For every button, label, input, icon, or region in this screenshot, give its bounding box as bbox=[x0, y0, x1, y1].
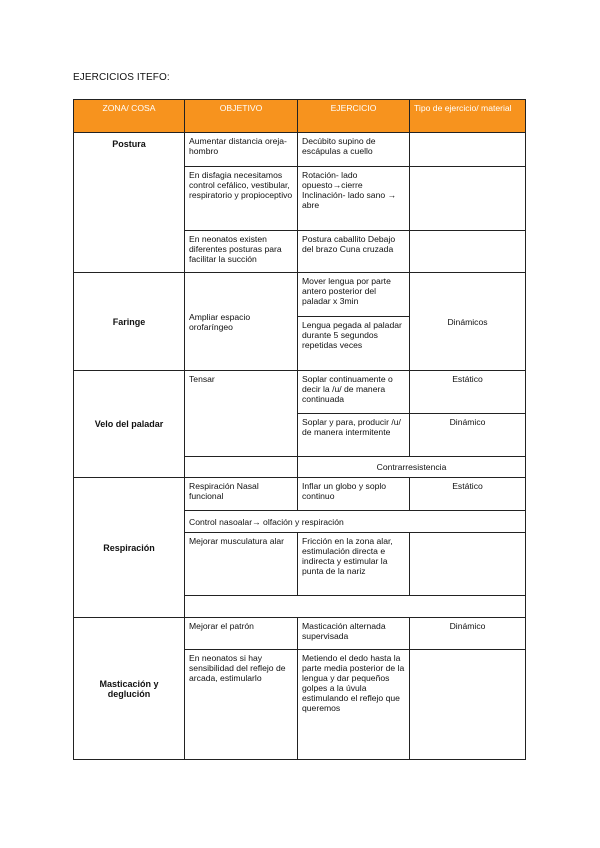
zone-faringe: Faringe bbox=[74, 273, 185, 371]
cell-tipo bbox=[410, 533, 526, 596]
cell-objetivo: Ampliar espacio orofaríngeo bbox=[185, 273, 298, 371]
cell-ejercicio: Fricción en la zona alar, estimulación directa e indirecta y estimular la punta de la nariz bbox=[298, 533, 410, 596]
cell-ejercicio: Metiendo el dedo hasta la parte media posterior de la lengua y dar pequeños golpes a la úvula estimulando el reflejo que queremos bbox=[298, 650, 410, 760]
cell-objetivo: Mejorar el patrón bbox=[185, 618, 298, 650]
header-tipo: Tipo de ejercicio/ material bbox=[410, 100, 526, 133]
cell-ejercicio: Inflar un globo y soplo continuo bbox=[298, 478, 410, 511]
cell-ejercicio: Rotación- lado opuesto→cierre Inclinación- lado sano → abre bbox=[298, 167, 410, 231]
cell-control-nasoalar: Control nasoalar→ olfación y respiración bbox=[185, 511, 526, 533]
cell-contrarresistencia: Contrarresistencia bbox=[298, 457, 526, 478]
zone-velo: Velo del paladar bbox=[74, 371, 185, 478]
exercises-table bbox=[73, 99, 526, 760]
cell-ejercicio: Lengua pegada al paladar durante 5 segundos repetidas veces bbox=[298, 317, 410, 371]
zone-postura: Postura bbox=[74, 133, 185, 273]
cell-tipo: Dinámico bbox=[410, 618, 526, 650]
cell-objetivo-empty bbox=[185, 457, 298, 478]
zone-masticacion: Masticación y deglución bbox=[74, 618, 185, 760]
cell-ejercicio: Masticación alternada supervisada bbox=[298, 618, 410, 650]
cell-ejercicio: Postura caballito Debajo del brazo Cuna cruzada bbox=[298, 231, 410, 273]
header-ejercicio: EJERCICIO bbox=[298, 100, 410, 133]
cell-objetivo: En neonatos si hay sensibilidad del reflejo de arcada, estimularlo bbox=[185, 650, 298, 760]
cell-objetivo: En neonatos existen diferentes posturas para facilitar la succión bbox=[185, 231, 298, 273]
cell-objetivo: Mejorar musculatura alar bbox=[185, 533, 298, 596]
cell-objetivo: Tensar bbox=[185, 371, 298, 457]
cell-objetivo: Aumentar distancia oreja-hombro bbox=[185, 133, 298, 167]
cell-tipo bbox=[410, 650, 526, 760]
cell-ejercicio: Soplar continuamente o decir la /u/ de manera continuada bbox=[298, 371, 410, 414]
table-row bbox=[74, 371, 526, 414]
header-objetivo: OBJETIVO bbox=[185, 100, 298, 133]
table-row bbox=[74, 478, 526, 511]
cell-tipo bbox=[410, 231, 526, 273]
cell-ejercicio: Decúbito supino de escápulas a cuello bbox=[298, 133, 410, 167]
cell-tipo bbox=[410, 133, 526, 167]
table-row bbox=[74, 133, 526, 167]
cell-objetivo: Respiración Nasal funcional bbox=[185, 478, 298, 511]
header-row bbox=[74, 100, 526, 133]
cell-ejercicio: Soplar y para, producir /u/ de manera intermitente bbox=[298, 414, 410, 457]
cell-empty bbox=[185, 596, 526, 618]
cell-objetivo: En disfagia necesitamos control cefálico, vestibular, respiratorio y propioceptivo bbox=[185, 167, 298, 231]
table-row bbox=[74, 273, 526, 317]
document-title: EJERCICIOS ITEFO: bbox=[73, 72, 170, 83]
header-zona: ZONA/ COSA bbox=[74, 100, 185, 133]
cell-tipo: Estático bbox=[410, 478, 526, 511]
cell-tipo: Dinámicos bbox=[410, 273, 526, 371]
table-row bbox=[74, 618, 526, 650]
zone-respiracion: Respiración bbox=[74, 478, 185, 618]
cell-tipo bbox=[410, 167, 526, 231]
cell-tipo: Dinámico bbox=[410, 414, 526, 457]
cell-ejercicio: Mover lengua por parte antero posterior del paladar x 3min bbox=[298, 273, 410, 317]
cell-tipo: Estático bbox=[410, 371, 526, 414]
